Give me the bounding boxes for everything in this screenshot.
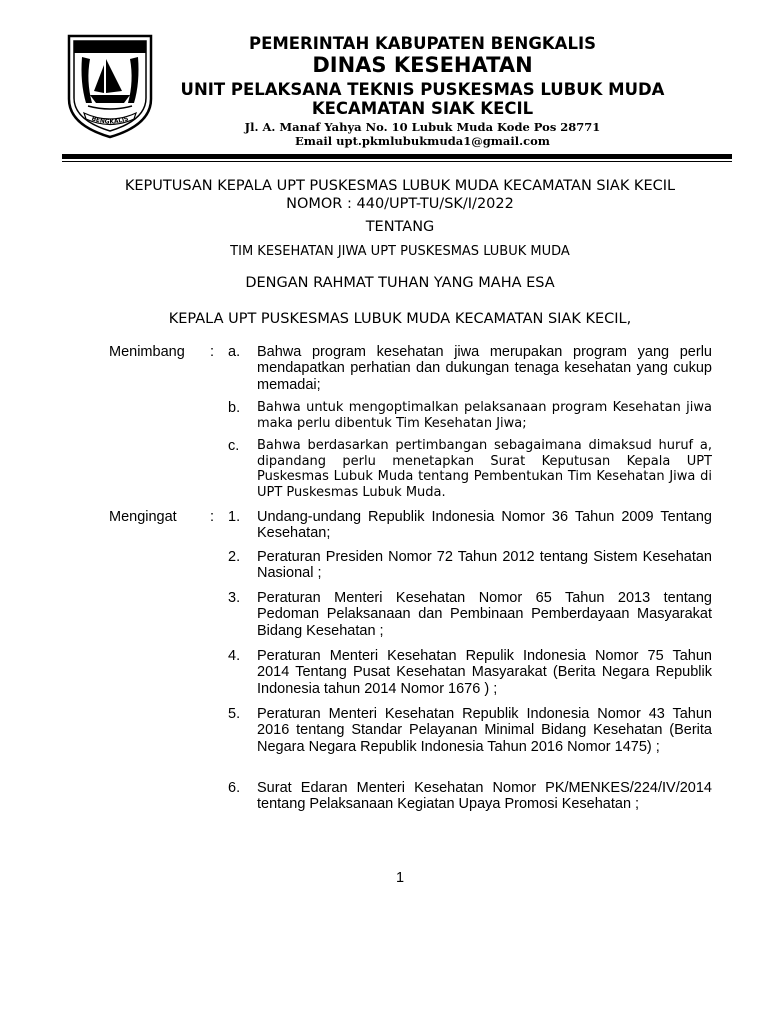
invocation: DENGAN RAHMAT TUHAN YANG MAHA ESA — [245, 275, 555, 291]
letterhead-government: PEMERINTAH KABUPATEN BENGKALIS — [249, 34, 596, 53]
mengingat-item-text: Peraturan Menteri Kesehatan Nomor 65 Tahun 2013 tentang Pedoman Pelaksanaan dan Pembinaan Pemberdayaan Masyarakat Bidang Kesehatan ; — [257, 590, 712, 639]
mengingat-item-marker: 4. — [228, 648, 241, 664]
menimbang-item-marker: a. — [228, 344, 241, 360]
mengingat-item-text: Peraturan Menteri Kesehatan Repulik Indonesia Nomor 75 Tahun 2014 Tentang Pusat Kesehatan Masyarakat (Berita Negara Republik Indonesia tahun 2014 Nomor 1676 ) ; — [257, 648, 712, 697]
mengingat-item-text: Peraturan Menteri Kesehatan Republik Indonesia Nomor 43 Tahun 2016 tentang Standar Pelayanan Minimal Bidang Kesehatan (Berita Negara Negara Republik Indonesia Tahun 2016 Nomor 1475) ; — [257, 706, 712, 755]
emblem-ribbon — [66, 33, 154, 139]
decree-subject: TIM KESEHATAN JIWA UPT PUSKESMAS LUBUK MUDA — [230, 244, 570, 259]
mengingat-item-marker: 5. — [228, 706, 241, 722]
mengingat-item-text: Undang-undang Republik Indonesia Nomor 36 Tahun 2009 Tentang Kesehatan; — [257, 509, 712, 542]
menimbang-colon: : — [210, 344, 215, 360]
mengingat-item-marker: 2. — [228, 549, 241, 565]
letterhead-unit: UNIT PELAKSANA TEKNIS PUSKESMAS LUBUK MUDA — [180, 80, 665, 99]
issuer-heading: KEPALA UPT PUSKESMAS LUBUK MUDA KECAMATAN SIAK KECIL, — [168, 311, 632, 327]
mengingat-item-text: Surat Edaran Menteri Kesehatan Nomor PK/MENKES/224/IV/2014 tentang Pelaksanaan Kegiatan Upaya Promosi Kesehatan ; — [257, 780, 712, 813]
menimbang-item-text: Bahwa program kesehatan jiwa merupakan program yang perlu mendapatkan perhatian dan dukungan tenaga kesehatan yang cukup memadai; — [257, 344, 712, 393]
svg-text:BENGKALIS — [91, 115, 130, 125]
decree-title: KEPUTUSAN KEPALA UPT PUSKESMAS LUBUK MUDA KECAMATAN SIAK KECIL — [124, 178, 676, 194]
mengingat-item-marker: 1. — [228, 509, 241, 525]
mengingat-item-text: Peraturan Presiden Nomor 72 Tahun 2012 tentang Sistem Kesehatan Nasional ; — [257, 549, 712, 582]
mengingat-colon: : — [210, 509, 215, 525]
letterhead-address: Jl. A. Manaf Yahya No. 10 Lubuk Muda Kode Pos 28771 — [244, 120, 601, 134]
decree-about-label: TENTANG — [365, 219, 435, 235]
page-number: 1 — [395, 870, 405, 886]
letterhead-email: Email upt.pkmlubukmuda1@gmail.com — [295, 134, 550, 148]
mengingat-item-marker: 6. — [228, 780, 241, 796]
letterhead-agency: DINAS KESEHATAN — [312, 53, 533, 77]
letterhead-district: KECAMATAN SIAK KECIL — [311, 99, 534, 118]
emblem-ribbon-text: BENGKALIS — [90, 115, 130, 126]
menimbang-label: Menimbang — [109, 344, 185, 360]
menimbang-item-text: Bahwa berdasarkan pertimbangan sebagaimana dimaksud huruf a, dipandang perlu menetapkan Surat Keputusan Kepala UPT Puskesmas Lubuk Muda tentang Pembentukan Tim Kesehatan Jiwa di UPT Puskesmas Lubuk Muda. — [257, 438, 712, 500]
mengingat-label: Mengingat — [109, 509, 177, 525]
mengingat-item-marker: 3. — [228, 590, 241, 606]
decree-number: NOMOR : 440/UPT-TU/SK/I/2022 — [286, 196, 514, 212]
menimbang-item-marker: c. — [228, 438, 240, 454]
menimbang-item-marker: b. — [228, 400, 241, 416]
letterhead-divider-thin — [62, 161, 732, 162]
menimbang-item-text: Bahwa untuk mengoptimalkan pelaksanaan program Kesehatan jiwa maka perlu dibentuk Tim Kesehatan Jiwa; — [257, 400, 712, 431]
letterhead-divider-thick — [62, 154, 732, 159]
